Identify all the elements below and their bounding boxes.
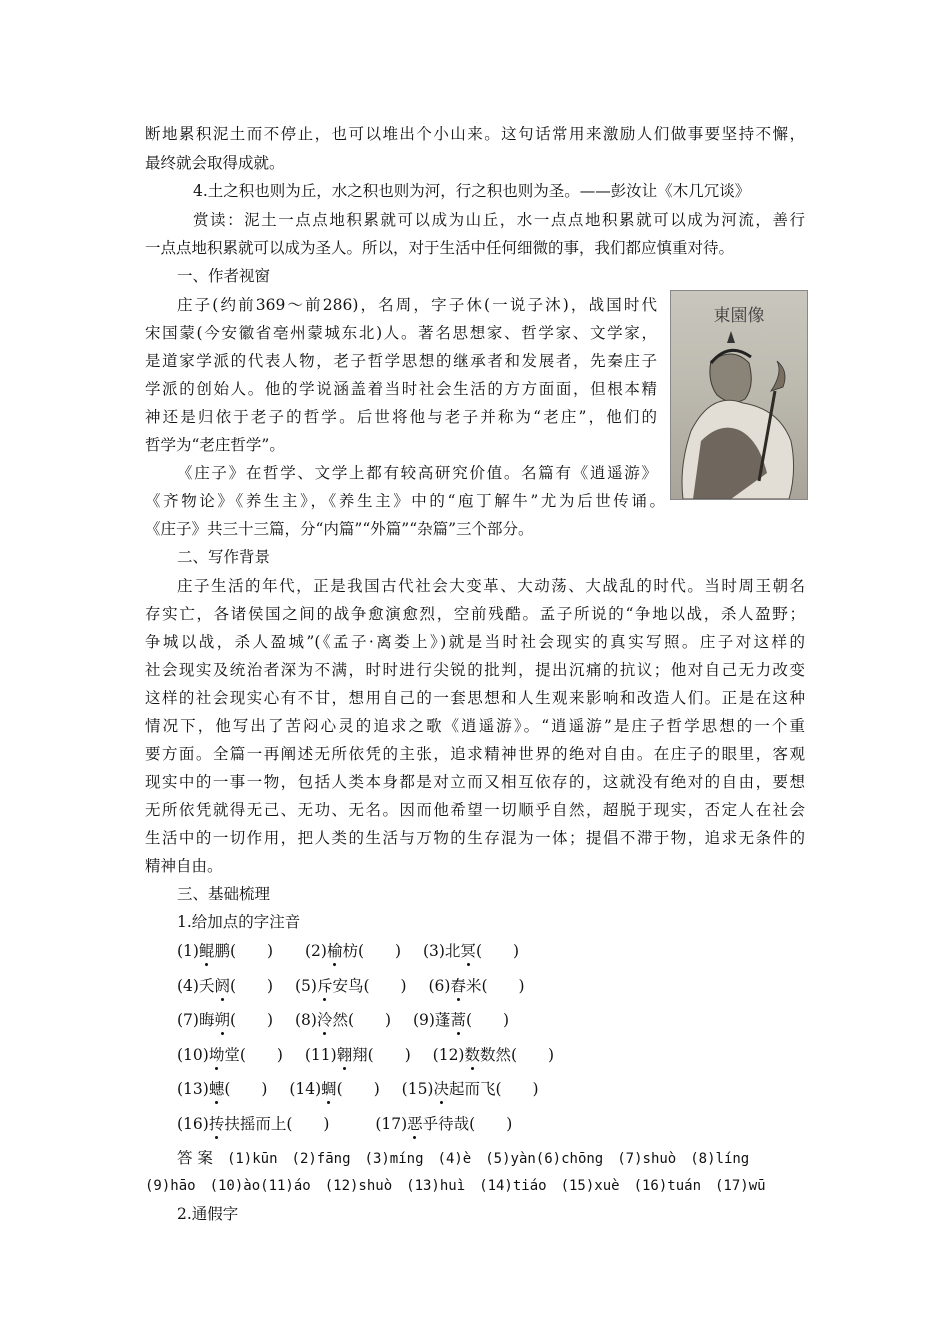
question-1-title: 1.给加点的字注音	[177, 913, 301, 931]
appreciation-line-1: 赏读：泥土一点点地积累就可以成为山丘，水一点点地积累就可以成为河流，善行	[193, 211, 805, 229]
pinyin-item: (2)榆枋( )	[304, 942, 402, 960]
pinyin-item: (4)夭阏( )	[177, 977, 274, 995]
section-heading-author: 一、作者视窗	[177, 267, 271, 285]
background-line-10: 生活中的一切作用，把人类的生活与万物的生存混为一体；提倡不滞于物，追求无条件的	[145, 829, 805, 847]
pinyin-item: (12)数数然( )	[432, 1046, 555, 1064]
question-2-title: 2.通假字	[177, 1205, 239, 1223]
author-line-2: 宋国蒙(今安徽省亳州蒙城东北)人。著名思想家、哲学家、文学家，	[145, 324, 657, 342]
author-line-9: 《庄子》共三十三篇，分“内篇”“外篇”“杂篇”三个部分。	[145, 520, 534, 538]
pinyin-item: (7)晦朔( )	[177, 1011, 274, 1029]
background-line-8: 现实中的一事一物，包括人类本身都是对立而又相互依存的，这就没有绝对的自由，要想	[145, 773, 805, 791]
author-line-5: 神还是归依于老子的哲学。后世将他与老子并称为“老庄”，他们的	[145, 408, 657, 426]
section-heading-basics: 三、基础梳理	[177, 885, 271, 903]
author-line-6: 哲学为“老庄哲学”。	[145, 436, 285, 454]
background-line-4: 社会现实及统治者深为不满，时时进行尖锐的批判，提出沉痛的抗议；他对自己无力改变	[145, 661, 805, 679]
pinyin-item: (11)翱翔( )	[304, 1046, 411, 1064]
author-line-3: 是道家学派的代表人物，老子哲学思想的继承者和发展者，先秦庄子	[145, 352, 657, 370]
pinyin-item: (15)决起而飞( )	[401, 1080, 539, 1098]
pinyin-item: (9)蓬蒿( )	[412, 1011, 510, 1029]
pinyin-item: (1)鲲鹏( )	[177, 942, 274, 960]
answer-line-2: (9)hāo (10)ào(11)áo (12)shuò (13)huì (14)tiáo (15)xuè (16)tuán (17)wū	[145, 1178, 766, 1194]
answer-label: 答 案	[177, 1149, 213, 1167]
pinyin-items-row-5	[177, 1079, 539, 1099]
pinyin-item: (6)舂米( )	[428, 977, 525, 995]
pinyin-items-row-4	[177, 1045, 554, 1065]
quote-4: 4.土之积也则为丘，水之积也则为河，行之积也则为圣。——彭汝让《木几冗谈》	[193, 182, 751, 200]
portrait-drawing	[671, 291, 807, 499]
background-line-7: 要方面。全篇一再阐述无所依凭的主张，追求精神世界的绝对自由。在庄子的眼里，客观	[145, 745, 805, 763]
portrait-caption: 東園像	[713, 306, 765, 326]
background-line-2: 存实亡，各诸侯国之间的战争愈演愈烈，空前残酷。孟子所说的“争地以战，杀人盈野；	[145, 605, 805, 623]
zhuangzi-portrait-image	[670, 290, 808, 500]
background-line-11: 精神自由。	[145, 857, 223, 875]
author-line-4: 学派的创始人。他的学说涵盖着当时社会生活的方方面面，但根本精	[145, 380, 657, 398]
pinyin-item: (14)蜩( )	[289, 1080, 380, 1098]
pinyin-item: (5)斥安鸟( )	[294, 977, 407, 995]
pinyin-items-row-2	[177, 976, 525, 996]
appreciation-line-2: 一点点地积累就可以成为圣人。所以，对于生活中任何细微的事，我们都应慎重对待。	[145, 239, 735, 257]
background-line-5: 这样的社会现实心有不甘，想用自己的一套思想和人生观来影响和改造人们。正是在这种	[145, 689, 805, 707]
background-line-1: 庄子生活的年代，正是我国古代社会大变革、大动荡、大战乱的时代。当时周王朝名	[177, 577, 805, 595]
intro-line-1: 断地累积泥土而不停止，也可以堆出个小山来。这句话常用来激励人们做事要坚持不懈，	[145, 125, 805, 143]
answer-line-1	[177, 1148, 749, 1169]
author-line-8: 《齐物论》《养生主》，《养生主》中的“庖丁解牛”尤为后世传诵。	[145, 492, 665, 510]
intro-line-2: 最终就会取得成就。	[145, 154, 285, 172]
answer-values-1: (1)kūn (2)fāng (3)míng (4)è (5)yàn(6)chōng (7)shuò (8)líng	[226, 1151, 750, 1167]
author-line-1: 庄子(约前369～前286)，名周，字子休(一说子沐)，战国时代	[177, 296, 657, 314]
background-line-9: 无所依凭就得无己、无功、无名。因而他希望一切顺乎自然，超脱于现实，否定人在社会	[145, 801, 805, 819]
pinyin-item: (16)抟扶摇而上( )	[177, 1115, 330, 1133]
pinyin-items-row-3	[177, 1010, 509, 1030]
pinyin-item: (10)坳堂( )	[177, 1046, 283, 1064]
pinyin-item: (13)蟪( )	[177, 1080, 268, 1098]
background-line-6: 情况下，他写出了苦闷心灵的追求之歌《逍遥游》。“逍遥游”是庄子哲学思想的一个重	[145, 717, 805, 735]
section-heading-background: 二、写作背景	[177, 548, 271, 566]
pinyin-items-row-6	[177, 1114, 512, 1134]
pinyin-item: (8)泠然( )	[294, 1011, 392, 1029]
pinyin-item: (17)恶乎待哉( )	[375, 1115, 513, 1133]
pinyin-items-row-1	[177, 941, 519, 961]
author-line-7: 《庄子》在哲学、文学上都有较高研究价值。名篇有《逍遥游》	[177, 464, 657, 482]
background-line-3: 争城以战，杀人盈城”(《孟子·离娄上》)就是当时社会现实的真实写照。庄子对这样的	[145, 633, 805, 651]
pinyin-item: (3)北冥( )	[422, 942, 520, 960]
